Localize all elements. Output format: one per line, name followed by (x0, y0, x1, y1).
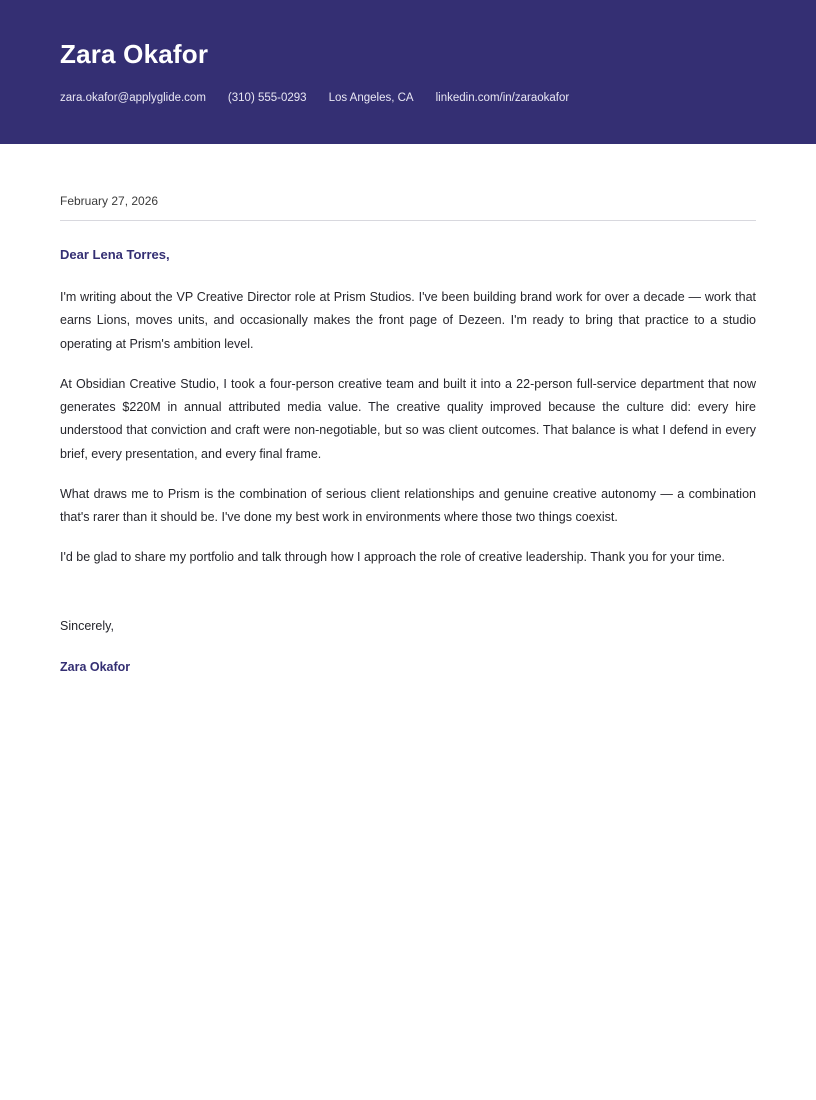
body-paragraph-4: I'd be glad to share my portfolio and talk through how I approach the role of creative leadership. Thank you for your time. (60, 550, 726, 565)
body-paragraph-1: I'm writing about the VP Creative Director role at Prism Studios. I've been building brand work for over a decade — work that earns Lions, moves units, and occasionally makes the front page of Dezeen. I'm ready to bring that practice to a studio operating at Prism's ambition level. (60, 290, 756, 351)
header-divider (60, 220, 756, 221)
contact-email[interactable]: zara.okafor@applyglide.com (60, 91, 206, 104)
salutation: Dear Lena Torres, (60, 247, 170, 262)
body-paragraph-3: What draws me to Prism is the combination of serious client relationships and genuine creative autonomy — a combination that's rarer than it should be. I've done my best work in environments where those two things coexist. (60, 486, 756, 524)
applicant-name: Zara Okafor (60, 39, 209, 69)
letter-body (0, 144, 816, 677)
signature-name: Zara Okafor (60, 659, 131, 674)
letter-header (0, 0, 816, 144)
contact-row (60, 91, 756, 106)
contact-location: Los Angeles, CA (328, 91, 414, 104)
contact-phone[interactable]: (310) 555-0293 (227, 91, 307, 104)
letter-date: February 27, 2026 (60, 194, 159, 208)
closing-line: Sincerely, (60, 618, 114, 633)
contact-linkedin[interactable]: linkedin.com/in/zaraokafor (435, 91, 570, 104)
body-paragraph-2: At Obsidian Creative Studio, I took a four-person creative team and built it into a 22-person full-service department that now generates $220M in annual attributed media value. The creative quality improved because the culture did: every hire understood that conviction and craft were non-negotiable, but so was client outcomes. That balance is what I defend in every brief, every presentation, and every final frame. (60, 376, 756, 461)
